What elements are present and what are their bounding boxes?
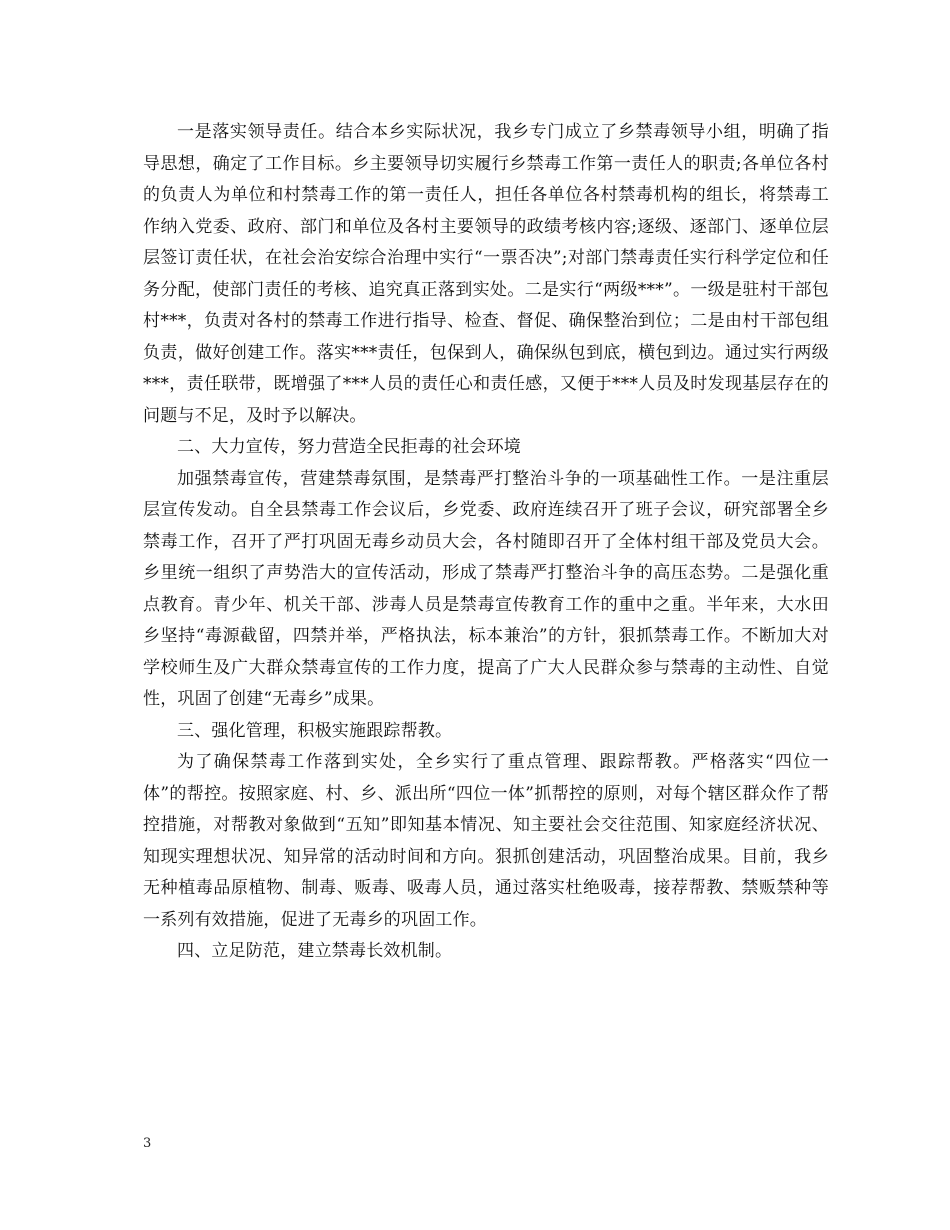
page-number: 3 [143, 1136, 152, 1151]
paragraph-publicity: 加强禁毒宣传，营建禁毒氛围，是禁毒严打整治斗争的一项基础性工作。一是注重层层宣传发动。自全县禁毒工作会议后，乡党委、政府连续召开了班子会议，研究部署全乡禁毒工作，召开了严打巩固无毒乡动员大会，各村随即召开了全体村组干部及党员大会。乡里统一组织了声势浩大的宣传活动，形成了禁毒严打整治斗争的高压态势。二是强化重点教育。青少年、机关干部、涉毒人员是禁毒宣传教育工作的重中之重。半年来，大水田乡坚持“毒源截留，四禁并举，严格执法，标本兼治”的方针，狠抓禁毒工作。不断加大对学校师生及广大群众禁毒宣传的工作力度，提高了广大人民群众参与禁毒的主动性、自觉性，巩固了创建“无毒乡”成果。 [143, 468, 829, 709]
paragraph-management: 为了确保禁毒工作落到实处，全乡实行了重点管理、跟踪帮教。严格落实“四位一体”的帮控。按照家庭、村、乡、派出所“四位一体”抓帮控的原则，对每个辖区群众作了帮控措施，对帮教对象做到“五知”即知基本情况、知主要社会交往范围、知家庭经济状况、知现实理想状况、知异常的活动时间和方向。狠抓创建活动，巩固整治成果。目前，我乡无种植毒品原植物、制毒、贩毒、吸毒人员，通过落实杜绝吸毒，接荐帮教、禁贩禁种等一系列有效措施，促进了无毒乡的巩固工作。 [143, 752, 829, 930]
body-text [143, 117, 829, 968]
section-heading-prevention: 四、立足防范，建立禁毒长效机制。 [177, 941, 453, 961]
paragraph-leadership-responsibility: 一是落实领导责任。结合本乡实际状况，我乡专门成立了乡禁毒领导小组，明确了指导思想，确定了工作目标。乡主要领导切实履行乡禁毒工作第一责任人的职责;各单位各村的负责人为单位和村禁毒工作的第一责任人，担任各单位各村禁毒机构的组长，将禁毒工作纳入党委、政府、部门和单位及各村主要领导的政绩考核内容;逐级、逐部门、逐单位层层签订责任状，在社会治安综合治理中实行“一票否决”;对部门禁毒责任实行科学定位和任务分配，使部门责任的考核、追究真正落到实处。二是实行“两级***”。一级是驻村干部包村***，负责对各村的禁毒工作进行指导、检查、督促、确保整治到位；二是由村干部包组负责，做好创建工作。落实***责任，包保到人，确保纵包到底，横包到边。通过实行两级***，责任联带，既增强了***人员的责任心和责任感，又便于***人员及时发现基层存在的问题与不足，及时予以解决。 [143, 122, 829, 426]
section-heading-management: 三、强化管理，积极实施跟踪帮教。 [177, 720, 453, 741]
section-heading-publicity: 二、大力宣传，努力营造全民拒毒的社会环境 [177, 437, 521, 457]
